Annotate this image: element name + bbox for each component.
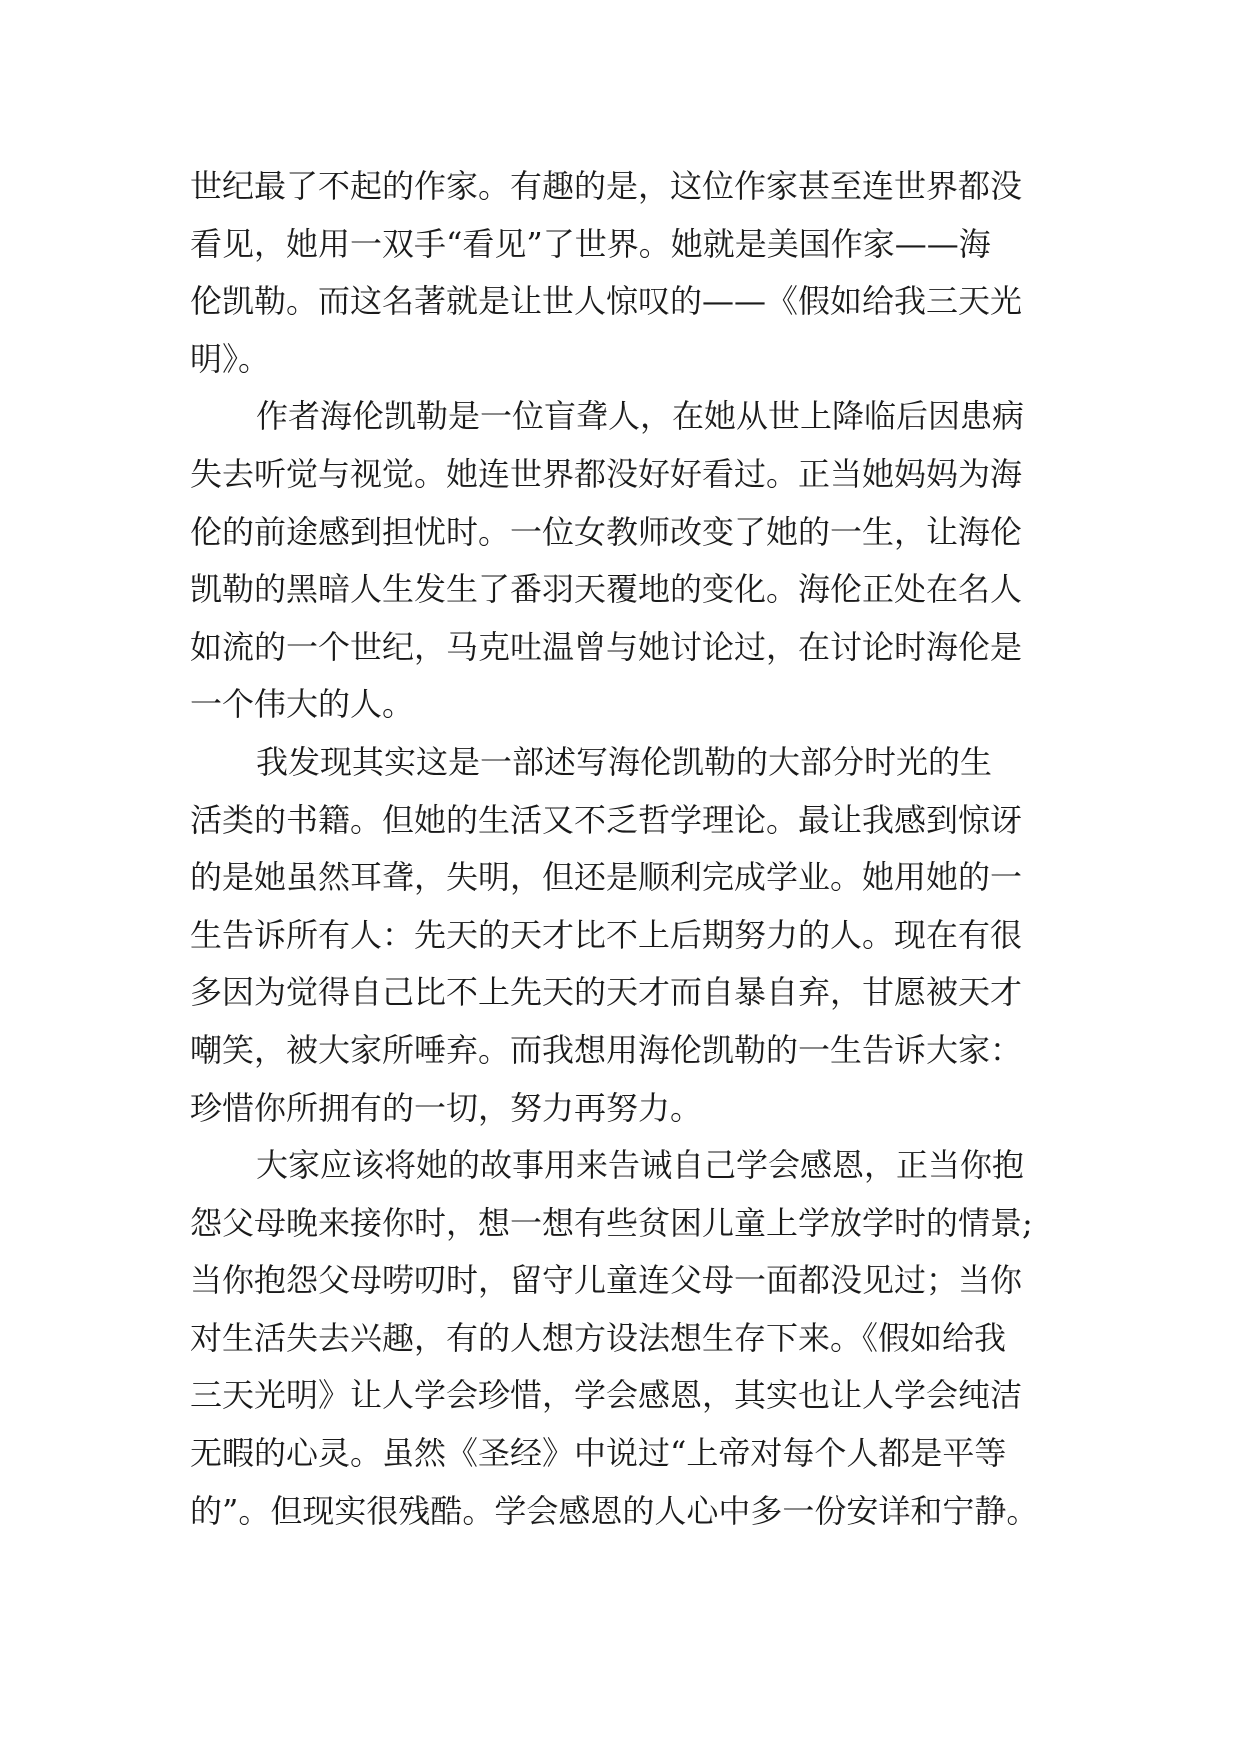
text-line: 的是她虽然耳聋，失明，但还是顺利完成学业。她用她的一: [190, 858, 1023, 897]
text-line: 无暇的心灵。虽然《圣经》中说过“上帝对每个人都是平等: [190, 1434, 1007, 1473]
text-line: 一个伟大的人。: [190, 685, 415, 724]
text-line: 多因为觉得自己比不上先天的天才而自暴自弃，甘愿被天才: [190, 973, 1023, 1012]
paragraph-first-line: 作者海伦凯勒是一位盲聋人，在她从世上降临后因患病: [256, 397, 1025, 436]
text-line: 珍惜你所拥有的一切，努力再努力。: [190, 1088, 703, 1127]
body-text: [190, 158, 1070, 1540]
text-line: 伦的前途感到担忧时。一位女教师改变了她的一生，让海伦: [190, 512, 1023, 551]
paragraph-first-line: 大家应该将她的故事用来告诫自己学会感恩，正当你抱: [256, 1146, 1025, 1185]
text-line: 三天光明》让人学会珍惜，学会感恩，其实也让人学会纯洁: [190, 1376, 1023, 1415]
text-line: 怨父母晚来接你时，想一想有些贫困儿童上学放学时的情景;: [190, 1203, 1033, 1242]
text-line: 活类的书籍。但她的生活又不乏哲学理论。最让我感到惊讶: [190, 800, 1023, 839]
text-line: 当你抱怨父母唠叨时，留守儿童连父母一面都没见过；当你: [190, 1261, 1023, 1300]
text-line: 凯勒的黑暗人生发生了番羽天覆地的变化。海伦正处在名人: [190, 570, 1023, 609]
text-line: 嘲笑，被大家所唾弃。而我想用海伦凯勒的一生告诉大家：: [190, 1030, 1023, 1069]
paragraph-first-line: 我发现其实这是一部述写海伦凯勒的大部分时光的生: [256, 742, 993, 781]
text-line: 生告诉所有人：先天的天才比不上后期努力的人。现在有很: [190, 915, 1023, 954]
text-line: 对生活失去兴趣，有的人想方设法想生存下来。《假如给我: [190, 1318, 1007, 1357]
text-line: 的”。但现实很残酷。学会感恩的人心中多一份安详和宁静。: [190, 1491, 1039, 1530]
text-line: 失去听觉与视觉。她连世界都没好好看过。正当她妈妈为海: [190, 454, 1023, 493]
text-line: 看见，她用一双手“看见”了世界。她就是美国作家——海: [190, 224, 991, 263]
text-line: 如流的一个世纪，马克吐温曾与她讨论过，在讨论时海伦是: [190, 627, 1023, 666]
text-line: 伦凯勒。而这名著就是让世人惊叹的——《假如给我三天光: [190, 282, 1023, 321]
text-line: 明》。: [190, 339, 271, 378]
text-line: 世纪最了不起的作家。有趣的是，这位作家甚至连世界都没: [190, 167, 1023, 205]
